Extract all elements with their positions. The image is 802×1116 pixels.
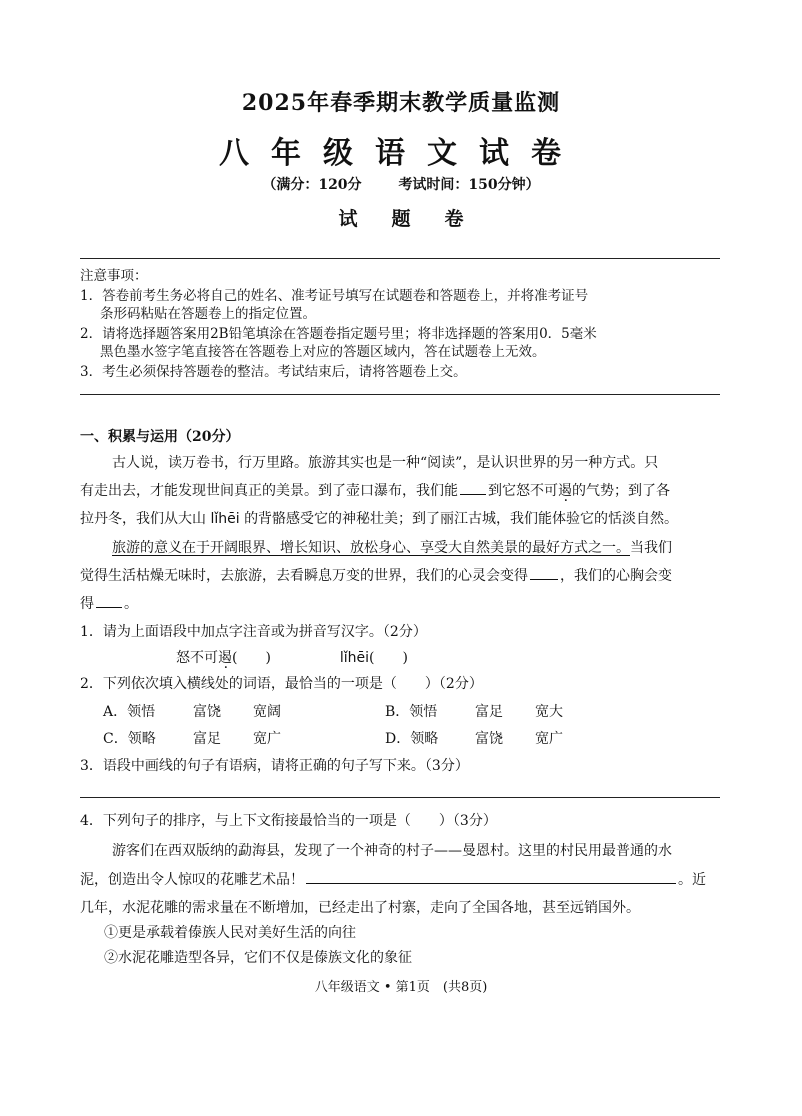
passage-text: 有走出去，才能发现世间真正的美景。到了壶口瀑布，我们能	[80, 483, 458, 499]
fill-blank-1[interactable]	[460, 480, 486, 495]
divider-top	[80, 258, 720, 259]
notice-item-1: 1．答卷前考生务必将自己的姓名、准考证号填写在试题卷和答题卷上，并将准考证号	[80, 288, 589, 304]
notice-heading: 注意事项：	[80, 268, 148, 284]
passage-line-4	[112, 537, 752, 557]
passage-text: 觉得生活枯燥无味时，去旅游，去看瞬息万变的世界，我们的心灵会变得	[80, 568, 528, 584]
q2-option-a[interactable]	[103, 701, 281, 721]
option-text: 宽阔	[253, 704, 281, 720]
notice-item-2: 2．请将选择题答案用2B铅笔填涂在答题卷指定题号里；将非选择题的答案用0．5毫米	[80, 326, 597, 342]
question-1-items	[176, 647, 802, 667]
q2-option-b[interactable]	[385, 701, 563, 721]
passage-text: 到它怒不可	[488, 483, 558, 499]
passage-line-3	[80, 508, 720, 528]
passage-text: 拉丹冬，我们从大山	[80, 511, 206, 527]
divider-notice	[80, 394, 720, 395]
section-heading: 一、积累与运用（20分）	[80, 429, 240, 445]
passage-text: ，我们的心胸会变	[560, 568, 672, 584]
passage-line-5	[80, 565, 720, 585]
q1-word: 怒不可	[176, 650, 218, 666]
exam-time: 考试时间：150分钟）	[398, 177, 540, 193]
q4-passage-line-3: 几年，水泥花雕的需求量在不断增加，已经走出了村寨，走向了全国各地，甚至远销国外。	[80, 900, 640, 916]
passage-text: 的背骼感受它的神秘壮美；到了丽江古城，我们能体验它的恬淡自然。	[244, 511, 679, 527]
option-text: A．领悟	[103, 704, 156, 720]
notice-item-3: 3．考生必须保持答题卷的整洁。考试结束后，请将答题卷上交。	[80, 364, 467, 380]
fill-blank-2[interactable]	[530, 565, 558, 580]
option-text: 宽大	[535, 704, 563, 720]
dotted-char: 遏	[558, 483, 572, 499]
underlined-sentence: 旅游的意义在于开阔眼界、增长知识、放松身心、享受大自然美景的最好方式之一。	[112, 540, 630, 556]
question-4: 4．下列句子的排序，与上下文衔接最恰当的一项是（ ）（3分）	[80, 813, 497, 829]
q4-passage-line-2	[80, 869, 720, 889]
passage-text: 的气势；到了各	[572, 483, 670, 499]
option-text: C．领略	[103, 731, 156, 747]
q2-option-c[interactable]	[103, 728, 281, 748]
passage-text: 泥，创造出令人惊叹的花雕艺术品！	[80, 872, 304, 888]
passage-line-1: 古人说，读万卷书，行万里路。旅游其实也是一种“阅读”，是认识世界的另一种方式。只	[112, 455, 659, 471]
option-text: 富足	[193, 731, 221, 747]
exam-subtitle	[0, 174, 802, 194]
q1-pinyin: lǐhēi	[339, 650, 369, 666]
q1-dotted-char: 遏	[218, 650, 232, 666]
passage-text: 。	[124, 596, 138, 612]
question-3: 3．语段中画线的句子有语病，请将正确的句子写下来。（3分）	[80, 758, 469, 774]
passage-text: 。近	[678, 872, 706, 888]
exam-title-subject: 八年级语文试卷	[219, 136, 583, 171]
option-text: B．领悟	[385, 704, 438, 720]
fill-blank-3[interactable]	[96, 593, 122, 608]
question-2: 2．下列依次填入横线处的词语，最恰当的一项是（ ）（2分）	[80, 676, 483, 692]
q2-option-d[interactable]	[385, 728, 563, 748]
page-footer: 八年级语文 • 第1页 (共8页)	[314, 980, 488, 995]
q1-answer-paren-2[interactable]: ( )	[369, 650, 408, 666]
option-text: 富足	[475, 704, 503, 720]
passage-text: 得	[80, 596, 94, 612]
option-text: 宽广	[535, 731, 563, 747]
q4-passage-line-1: 游客们在西双版纳的勐海县，发现了一个神奇的村子——曼恩村。这里的村民用最普通的水	[112, 843, 672, 859]
option-text: 富饶	[475, 731, 503, 747]
q4-sentence-1: ①更是承载着傣族人民对美好生活的向往	[104, 925, 356, 941]
q4-fill-blank[interactable]	[306, 869, 676, 884]
option-text: 宽广	[253, 731, 281, 747]
question-1: 1．请为上面语段中加点字注音或为拼音写汉字。（2分）	[80, 624, 427, 640]
notice-item-1-cont: 条形码粘贴在答题卷上的指定位置。	[100, 306, 316, 322]
section-title: 试题卷	[338, 208, 498, 230]
passage-line-2	[80, 480, 720, 500]
q4-sentence-2: ②水泥花雕造型各异，它们不仅是傣族文化的象征	[104, 950, 412, 966]
q1-answer-paren-1[interactable]: ( )	[232, 650, 271, 666]
option-text: D．领略	[385, 731, 439, 747]
option-text: 富饶	[193, 704, 221, 720]
full-score: （满分：120分	[262, 177, 362, 193]
pinyin-word: lǐhēi	[210, 511, 240, 527]
notice-item-2-cont: 黑色墨水签字笔直接答在答题卷上对应的答题区域内，答在试题卷上无效。	[100, 344, 546, 360]
exam-title-main: 2025年春季期末教学质量监测	[241, 90, 561, 116]
passage-line-6	[80, 593, 720, 613]
passage-text: 当我们	[630, 540, 672, 556]
q3-answer-line[interactable]	[80, 797, 720, 798]
